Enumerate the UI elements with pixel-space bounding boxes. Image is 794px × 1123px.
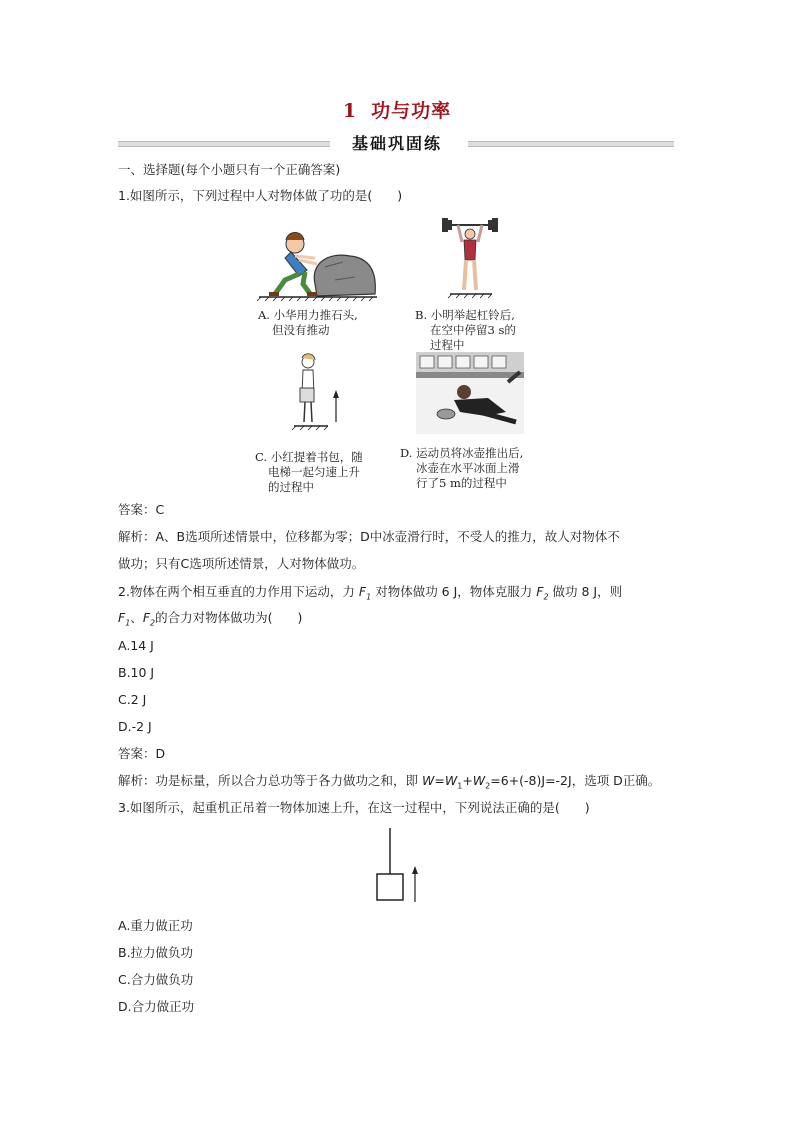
caption-c-line3: 的过程中 [268,480,314,494]
section-subtitle: 基础巩固练 [351,134,442,153]
force-f2: $F_2$ [536,584,549,602]
lesson-number: 1 [342,100,358,122]
lesson-title [0,96,794,123]
caption-b-line2: 在空中停留3 s的 [430,323,516,337]
q1-analysis-line2: 做功；只有C选项所述情景，人对物体做功。 [118,556,365,571]
caption-c-line2: 电梯一起匀速上升 [268,465,360,479]
q1-answer: 答案：C [118,502,165,517]
lesson-title-text: 功与功率 [371,100,452,122]
q2-option-a: A.14 J [118,638,154,653]
q3-option-a: A.重力做正功 [118,918,193,933]
q2-stem-part1: 2.物体在两个相互垂直的力作用下运动，力 [118,584,359,599]
section-heading: 一、选择题(每个小题只有一个正确答案) [118,162,341,177]
q2-answer: 答案：D [118,746,166,761]
q2-stem-part3: 做功 8 J，则 [552,584,623,599]
q3-option-d: D.合力做正功 [118,999,195,1014]
figure-weightlifter [440,212,500,304]
q2-analysis-part2: =6+(-8)J=-2J，选项 D正确。 [490,773,661,788]
force-f1: $F_1$ [358,584,372,602]
q2-stem-line2: $F_1$、$F_2$的合力对物体做功为( ) [118,610,303,628]
figure-push-rock [255,222,380,302]
caption-d-line2: 冰壶在水平冰面上滑 [416,461,520,475]
caption-b-line1: B. 小明举起杠铃后, [415,308,515,322]
q2-analysis-part1: 解析：功是标量，所以合力总功等于各力做功之和，即 [118,773,422,788]
caption-a-line2: 但没有推动 [272,323,330,337]
q2-stem-part4: 的合力对物体做功为( ) [155,610,303,625]
caption-b-line3: 过程中 [430,338,465,352]
caption-c-line1: C. 小红提着书包，随 [255,450,363,464]
q3-option-c: C.合力做负功 [118,972,194,987]
caption-d-line3: 行了5 m的过程中 [416,476,507,490]
q2-option-b: B.10 J [118,665,155,680]
figure-curling-photo [416,352,524,434]
divider-right [468,141,674,147]
q3-stem: 3.如图所示，起重机正吊着一物体加速上升，在这一过程中，下列说法正确的是( ) [118,800,590,815]
q2-stem-line1 [118,584,622,606]
q2-stem-part2: 对物体做功 6 J，物体克服力 [375,584,537,599]
work-formula: W [421,773,435,788]
q1-stem: 1.如图所示，下列过程中人对物体做了功的是( ) [118,188,403,203]
q2-option-d: D.-2 J [118,719,152,734]
figure-girl-elevator [290,352,342,436]
q1-analysis-line1: 解析：A、B选项所述情景中，位移都为零；D中冰壶滑行时，不受人的推力，故人对物体不 [118,529,620,544]
q2-analysis: 解析：功是标量，所以合力总功等于各力做功之和，即 $W=W_1+W_2=6+(-8)J=-2J$，选项 D正确。 [118,773,661,791]
q2-option-c: C.2 J [118,692,147,707]
q3-option-b: B.拉力做负功 [118,945,194,960]
caption-a-line1: A. 小华用力推石头, [258,308,358,322]
force-f1-b: $F_1$ [118,610,131,628]
figure-crane-box [370,826,426,906]
force-f2-b: $F_2$ [142,610,156,628]
caption-d-line1: D. 运动员将冰壶推出后, [400,446,524,460]
